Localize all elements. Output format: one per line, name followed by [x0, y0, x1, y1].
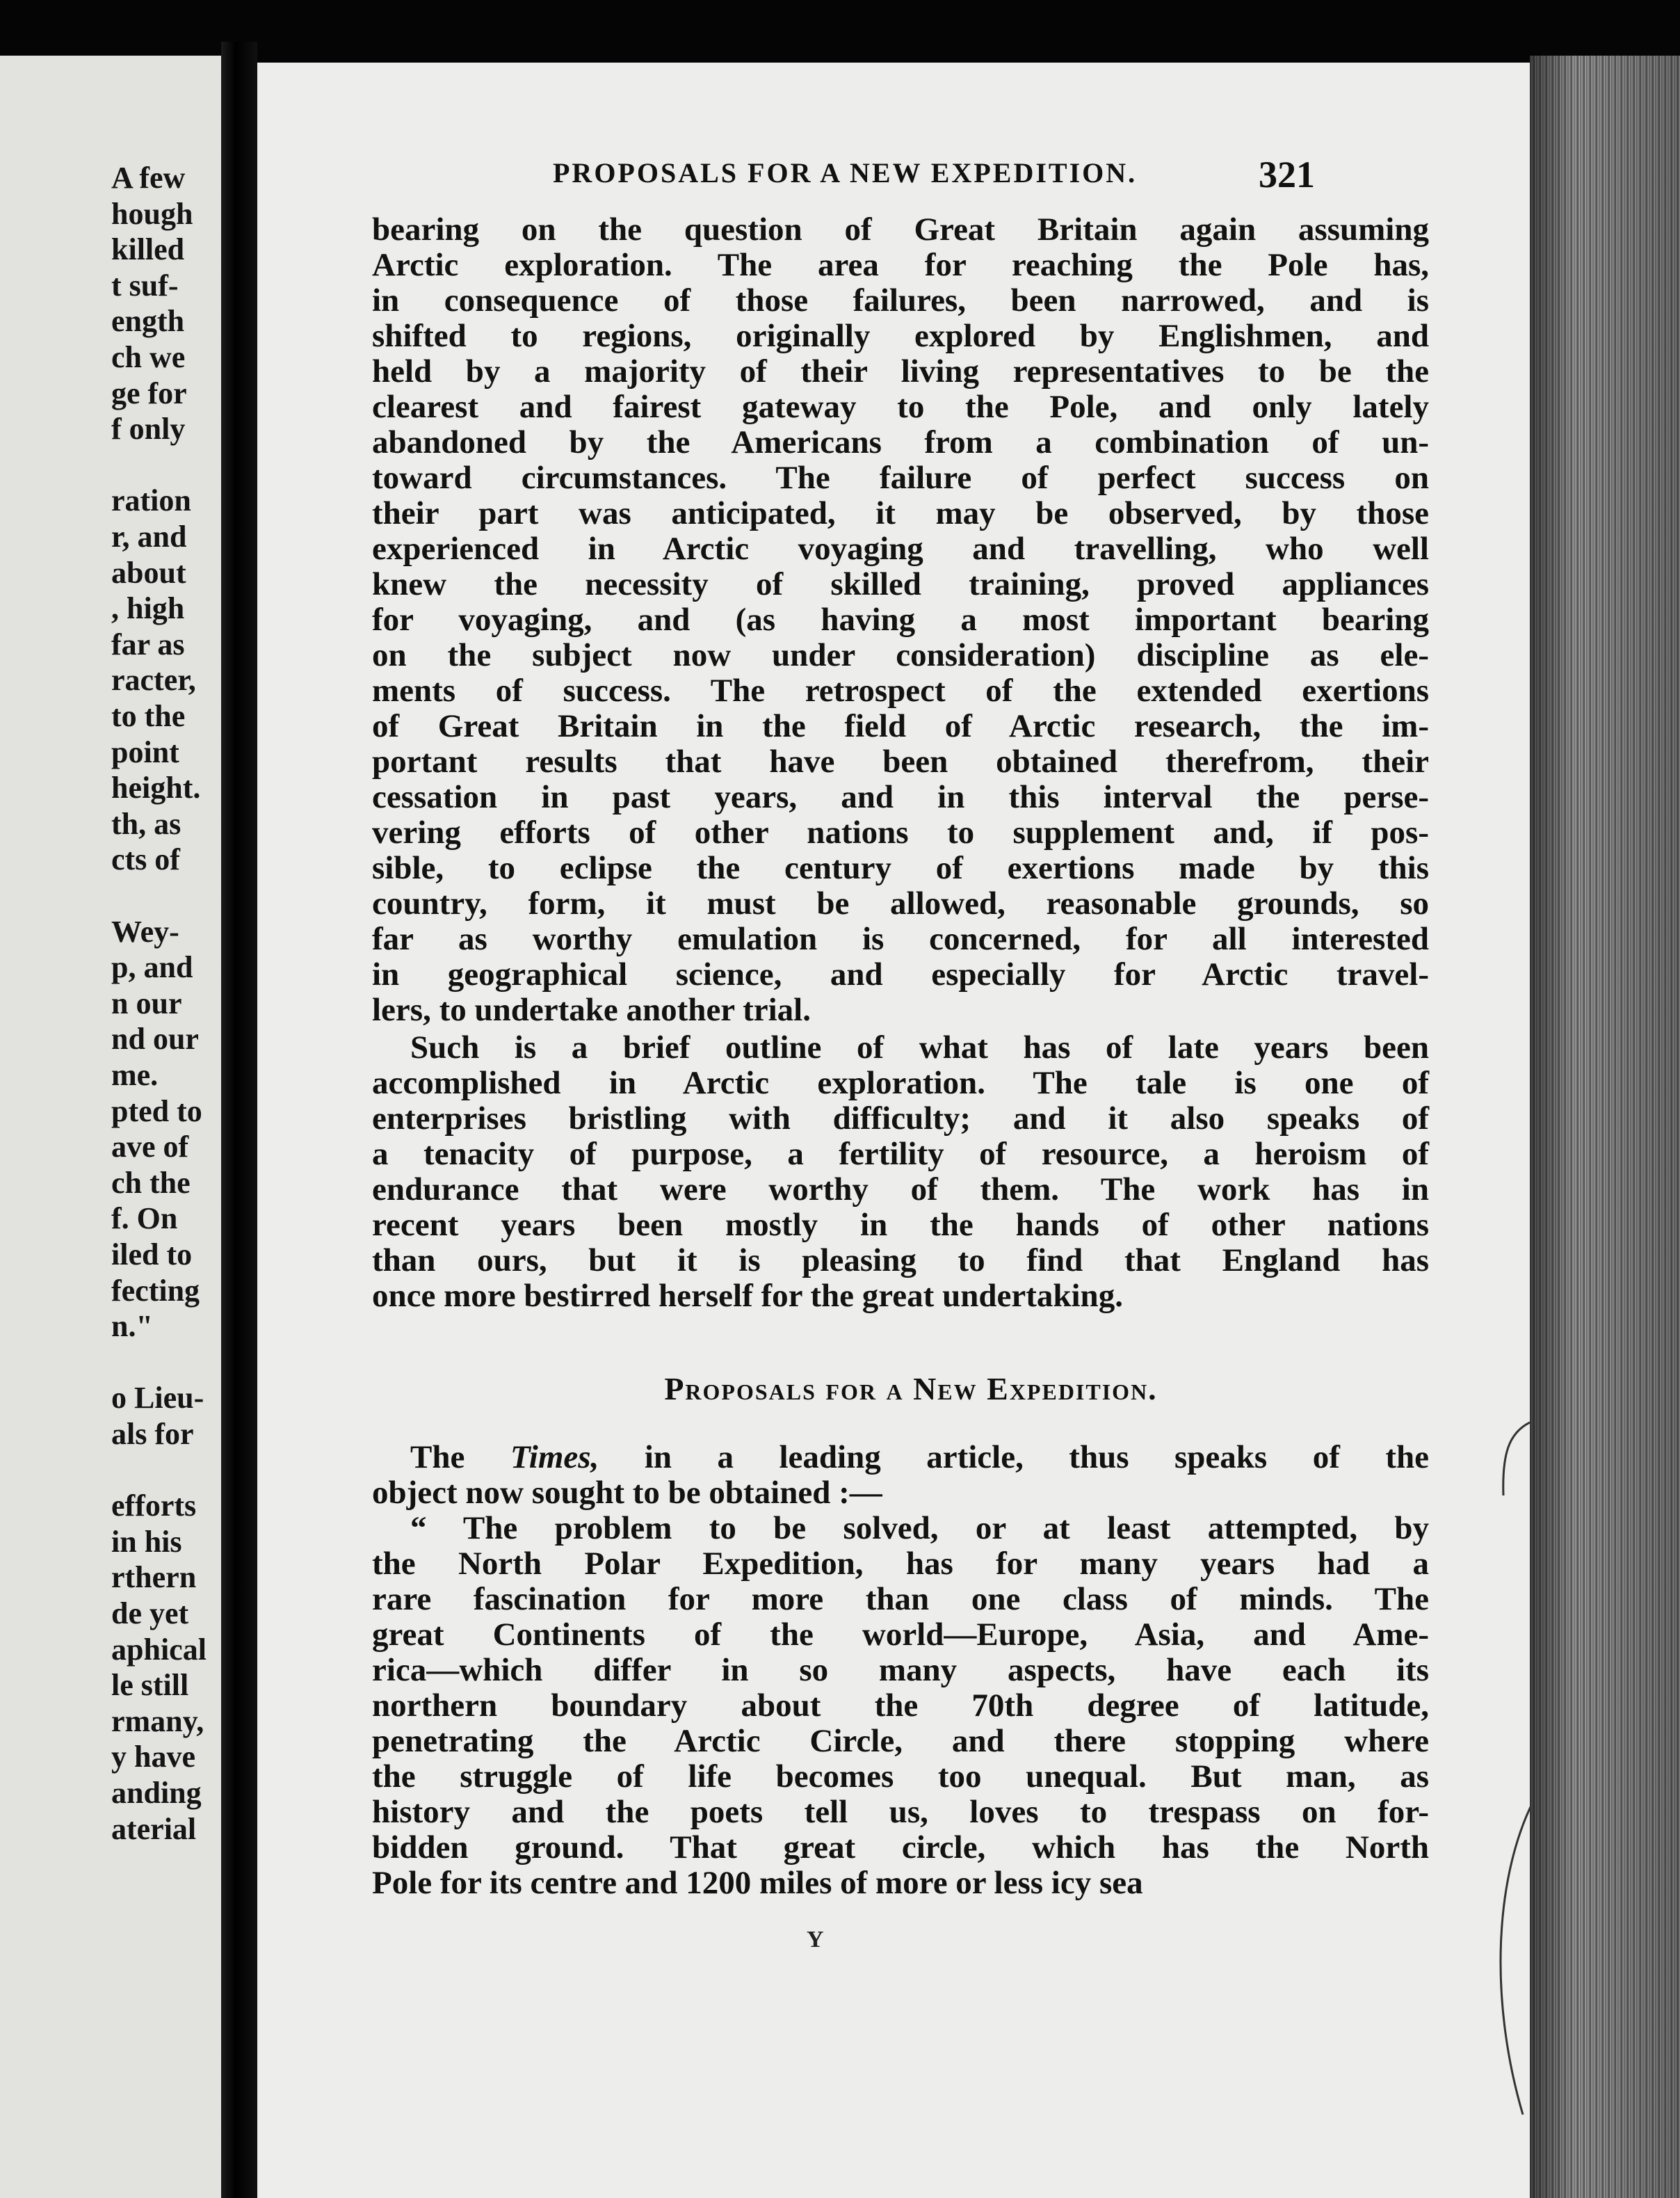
- previous-page-line: ave of: [111, 1130, 189, 1164]
- paragraph1-line: country, form, it must be allowed, reasonable grounds, so: [372, 885, 1429, 922]
- paragraph1-line: clearest and fairest gateway to the Pole, and only lately: [372, 389, 1429, 425]
- paragraph1-line: their part was anticipated, it may be observed, by those: [372, 495, 1429, 531]
- paragraph1-line: bearing on the question of Great Britain again assuming: [372, 211, 1429, 248]
- paragraph4-line: “ The problem to be solved, or at least attempted, by: [410, 1510, 1429, 1546]
- previous-page-line: als for: [111, 1417, 194, 1451]
- paragraph1-line: toward circumstances. The failure of perfect success on: [372, 460, 1429, 496]
- previous-page-line: fecting: [111, 1273, 200, 1308]
- paragraph1-line: abandoned by the Americans from a combination of un-: [372, 424, 1429, 460]
- paragraph4-line: northern boundary about the 70th degree of latitude,: [372, 1687, 1429, 1724]
- paragraph-arctic-exploration: [372, 212, 1429, 1028]
- previous-page-line: pted to: [111, 1093, 202, 1128]
- paragraph1-line: vering efforts of other nations to supplement and, if pos-: [372, 815, 1429, 851]
- paragraph1-line: experienced in Arctic voyaging and travelling, who well: [372, 531, 1429, 567]
- previous-page-line: to the: [111, 699, 186, 733]
- paragraph4-line: the struggle of life becomes too unequal. But man, as: [372, 1758, 1429, 1795]
- previous-page-line: n our: [111, 986, 182, 1020]
- page-edges-shade: [1530, 56, 1680, 2198]
- paragraph2-line: Such is a brief outline of what has of late years been: [410, 1029, 1429, 1066]
- paragraph1-line: cessation in past years, and in this interval the perse-: [372, 779, 1429, 815]
- paragraph1-line: for voyaging, and (as having a most important bearing: [372, 602, 1429, 638]
- previous-page-line: f. On: [111, 1201, 178, 1236]
- section-heading: Proposals for a New Expedition.: [664, 1371, 1158, 1406]
- previous-page-line: nd our: [111, 1022, 199, 1057]
- previous-page-line: hough: [111, 196, 193, 231]
- paragraph-times-quote: [372, 1511, 1429, 1901]
- previous-page-line: cts of: [111, 842, 180, 877]
- paragraph1-line: ments of success. The retrospect of the extended exertions: [372, 673, 1429, 709]
- previous-page-line: th, as: [111, 806, 181, 841]
- previous-page-line: far as: [111, 627, 185, 661]
- paragraph1-line: far as worthy emulation is concerned, for all interested: [372, 921, 1429, 957]
- paragraph4-line: rare fascination for more than one class of minds. The: [372, 1581, 1429, 1617]
- previous-page-line: t suf-: [111, 268, 179, 303]
- paragraph1-line: knew the necessity of skilled training, proved appliances: [372, 566, 1429, 602]
- paragraph4-line: Pole for its centre and 1200 miles of more or less icy sea: [372, 1865, 1143, 1901]
- paragraph1-line: Arctic exploration. The area for reaching the Pole has,: [372, 247, 1429, 283]
- previous-page-line: point: [111, 735, 179, 769]
- previous-page-line: in his: [111, 1524, 182, 1559]
- paragraph4-line: rica—which differ in so many aspects, have each its: [372, 1652, 1429, 1688]
- previous-page-line: ch we: [111, 340, 186, 374]
- page-number: 321: [1259, 154, 1315, 195]
- previous-page-line: , high: [111, 591, 185, 626]
- previous-page-line: about: [111, 555, 186, 590]
- paragraph1-line: in geographical science, and especially for Arctic travel-: [372, 956, 1429, 993]
- previous-page-line: Wey-: [111, 914, 179, 949]
- paragraph2-line: recent years been mostly in the hands of other nations: [372, 1207, 1429, 1243]
- paragraph1-line: sible, to eclipse the century of exertions made by this: [372, 850, 1429, 886]
- previous-page-line: rmany,: [111, 1703, 204, 1738]
- previous-page-line: me.: [111, 1058, 159, 1092]
- previous-page-line: n.": [111, 1309, 153, 1344]
- paragraph2-line: enterprises bristling with difficulty; and it also speaks of: [372, 1100, 1429, 1137]
- paragraph2-line: accomplished in Arctic exploration. The tale is one of: [372, 1065, 1429, 1101]
- previous-page-line: killed: [111, 232, 185, 267]
- previous-page-line: aphical: [111, 1632, 207, 1667]
- paragraph4-line: penetrating the Arctic Circle, and there stopping where: [372, 1723, 1429, 1759]
- paragraph1-line: held by a majority of their living representatives to be the: [372, 353, 1429, 390]
- previous-page-line: ge for: [111, 376, 187, 410]
- paragraph-times-intro: [372, 1440, 1429, 1511]
- previous-page-line: ration: [111, 483, 191, 518]
- book-gutter: [221, 42, 257, 2198]
- paragraph1-line: lers, to undertake another trial.: [372, 992, 811, 1028]
- previous-page-line: o Lieu-: [111, 1381, 204, 1415]
- signature-mark: Y: [807, 1927, 824, 1952]
- previous-page-line: de yet: [111, 1596, 189, 1630]
- paragraph1-line: in consequence of those failures, been narrowed, and is: [372, 282, 1429, 319]
- previous-page-line: height.: [111, 771, 201, 805]
- paragraph1-line: portant results that have been obtained therefrom, their: [372, 744, 1429, 780]
- times-intro-line-1: The Times, in a leading article, thus speaks of the: [410, 1439, 1429, 1475]
- paragraph-brief-outline: [372, 1030, 1429, 1314]
- previous-page-line: rthern: [111, 1560, 197, 1595]
- previous-page-line: racter,: [111, 663, 196, 698]
- previous-page-fragment: [0, 56, 221, 2198]
- previous-page-line: iled to: [111, 1237, 193, 1272]
- previous-page-line: ch the: [111, 1165, 191, 1200]
- previous-page-line: p, and: [111, 950, 193, 985]
- previous-page-line: f only: [111, 412, 186, 447]
- paragraph4-line: the North Polar Expedition, has for many years had a: [372, 1546, 1429, 1582]
- previous-page-line: r, and: [111, 520, 187, 554]
- paragraph2-line: once more bestirred herself for the great undertaking.: [372, 1278, 1123, 1314]
- times-intro-line-2: object now sought to be obtained :—: [372, 1475, 882, 1511]
- previous-page-line: y have: [111, 1740, 195, 1774]
- previous-page-line: aterial: [111, 1811, 197, 1846]
- previous-page-line: A few: [111, 161, 186, 195]
- paragraph2-line: endurance that were worthy of them. The work has in: [372, 1171, 1429, 1208]
- previous-page-line: anding: [111, 1776, 202, 1810]
- paragraph4-line: history and the poets tell us, loves to trespass on for-: [372, 1794, 1429, 1830]
- previous-page-line: le still: [111, 1668, 189, 1703]
- running-head: PROPOSALS FOR A NEW EXPEDITION.: [553, 157, 1138, 188]
- paragraph4-line: great Continents of the world—Europe, Asia, and Ame-: [372, 1617, 1429, 1653]
- paragraph2-line: a tenacity of purpose, a fertility of resource, a heroism of: [372, 1136, 1429, 1172]
- paragraph2-line: than ours, but it is pleasing to find that England has: [372, 1242, 1429, 1278]
- paragraph1-line: on the subject now under consideration) discipline as ele-: [372, 637, 1429, 673]
- paragraph1-line: shifted to regions, originally explored by Englishmen, and: [372, 318, 1429, 354]
- paragraph4-line: bidden ground. That great circle, which has the North: [372, 1829, 1429, 1866]
- page-321: [257, 63, 1537, 2198]
- paragraph1-line: of Great Britain in the field of Arctic research, the im-: [372, 708, 1429, 744]
- previous-page-line: efforts: [111, 1489, 197, 1523]
- previous-page-line: ength: [111, 304, 185, 339]
